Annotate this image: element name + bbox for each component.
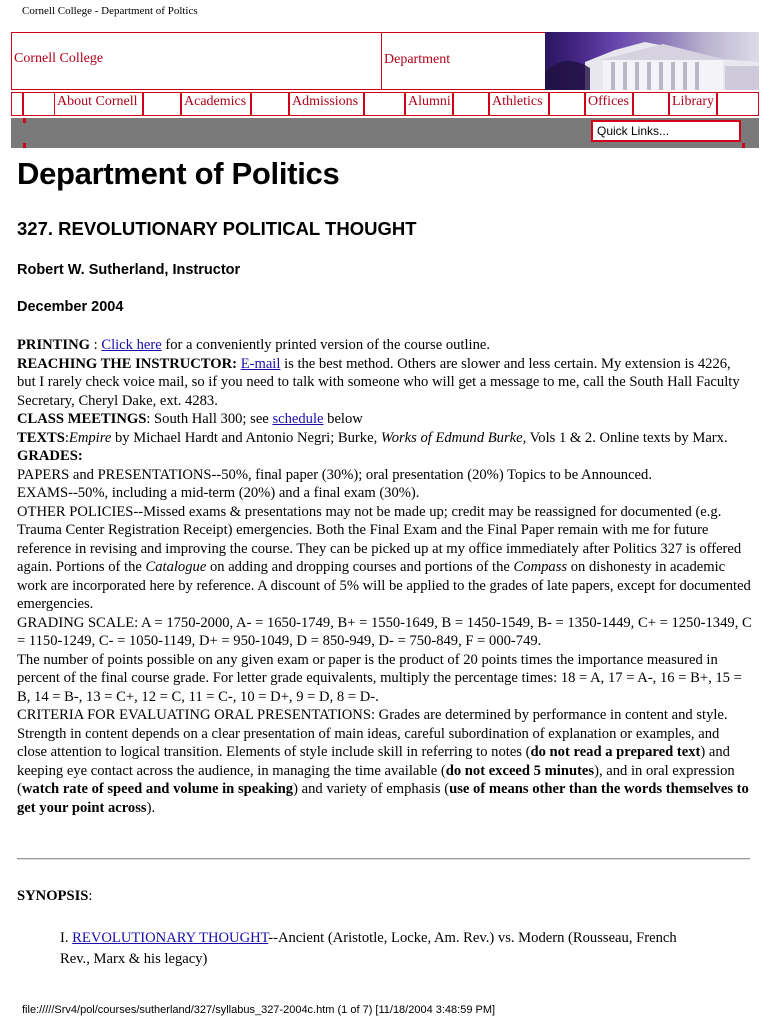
- points-paragraph: The number of points possible on any given exam or paper is the product of 20 points times the importance measured in percent of the final course grade. For letter grade equivalents, multiply the percentage times: 18 = A, 17 = A-, 16 = B+, 15 = B, 14 = B-, 13 = C+, 12 = C, 11 = C-, 10 = D+, 9 = D, 8 = D-.: [17, 651, 742, 705]
- nav-library[interactable]: Library: [669, 92, 717, 116]
- printing-label: PRINTING: [17, 337, 90, 353]
- revolutionary-thought-link[interactable]: REVOLUTIONARY THOUGHT: [72, 930, 269, 946]
- criteria-text-5: ).: [146, 799, 156, 816]
- synopsis-colon: :: [88, 888, 93, 904]
- compass-title: Compass: [513, 559, 568, 575]
- main-content: [17, 150, 752, 817]
- reaching-label: REACHING THE INSTRUCTOR:: [17, 355, 238, 372]
- grades-colon: :: [77, 448, 83, 464]
- synopsis-heading: [17, 888, 92, 905]
- college-link[interactable]: Cornell College: [14, 51, 104, 66]
- criteria-bold-4: use of means other than the words themselves to get your point across: [17, 781, 749, 816]
- policies-text-1: OTHER POLICIES--Missed exams & presentations may not be made up; credit may be reassigned for documented (e.g. Trauma Center Registration Receipt) emergencies. Both the Final Exam and the Final Paper remain with me for future reference in revising and improving the course. They can be picked up at my office immediately after Politics 327 is offered again. Portions of the: [17, 503, 742, 575]
- criteria-text-3: ), and in oral expression (: [17, 762, 735, 797]
- criteria-text-2: ) and keeping eye contact across the audience, in managing the time available (: [17, 744, 730, 779]
- printing-text: for a conveniently printed version of the course outline.: [161, 337, 490, 353]
- catalogue-title: Catalogue: [145, 559, 207, 575]
- grades-paragraph: [17, 447, 752, 466]
- texts-text-2: Vols 1 & 2. Online texts by Marx.: [526, 429, 728, 446]
- reaching-text: is the best method. Others are slower and less certain. My extension is 4226, but I rarely check voice mail, so if you need to talk with someone who will get a message to me, call the South Hall Faculty Secretary, Cheryl Dake, ext. 4283.: [17, 355, 740, 409]
- bar-corner-br: [742, 143, 745, 148]
- policies-text-3: on dishonesty in academic work are incorporated here by reference. A discount of 5% will be applied to the grades of late papers, except for documented emergencies.: [17, 559, 751, 612]
- building-illustration: [545, 32, 759, 90]
- meetings-label: CLASS MEETINGS: [17, 411, 147, 427]
- policies-text-2: on adding and dropping courses and portions of the: [206, 559, 514, 575]
- nav-gap-4: [453, 92, 489, 116]
- college-cell: [11, 32, 382, 90]
- campus-building-photo: [545, 32, 759, 90]
- bar-corner-bl: [23, 143, 26, 148]
- nav-gap-1: [143, 92, 181, 116]
- schedule-link[interactable]: schedule: [272, 411, 324, 427]
- criteria-text-4: ) and variety of emphasis (: [293, 781, 450, 797]
- printing-link[interactable]: Click here: [101, 337, 162, 353]
- nav-athletics[interactable]: Athletics: [489, 92, 549, 116]
- grading-scale: GRADING SCALE: A = 1750-2000, A- = 1650-1749, B+ = 1550-1649, B = 1450-1549, B- = 1350-1449, C+ = 1250-1349, C = 1150-1249, C- = 1050-1149, D+ = 950-1049, D = 850-949, D- = 750-849, F = 000-749.: [17, 614, 752, 649]
- date-line: December 2004: [17, 299, 124, 315]
- synopsis-label: SYNOPSIS: [17, 888, 89, 904]
- criteria-bold-1: do not read a prepared text: [530, 744, 701, 760]
- texts-label: TEXTS: [17, 429, 65, 446]
- nav-about-cornell[interactable]: About Cornell: [54, 92, 144, 116]
- bar-corner-tl: [23, 118, 26, 123]
- course-title: 327. REVOLUTIONARY POLITICAL THOUGHT: [17, 218, 417, 239]
- texts-sep: :: [64, 429, 69, 446]
- synopsis-item-prefix: I.: [60, 930, 73, 946]
- page-title: Department of Politics: [17, 156, 340, 191]
- synopsis-item: [60, 928, 710, 970]
- meetings-text-2: below: [323, 411, 363, 427]
- department-link[interactable]: Department: [384, 52, 451, 67]
- texts-text-1: by Michael Hardt and Antonio Negri; Burke,: [111, 429, 381, 446]
- synopsis-item-text: --Ancient (Aristotle, Locke, Am. Rev.) vs. Modern (Rousseau, French Rev., Marx & his legacy): [60, 930, 677, 967]
- print-footer: file://///Srv4/pol/courses/sutherland/327/syllabus_327-2004c.htm (1 of 7) [11/18/2004 3:48:59 PM]: [22, 1004, 496, 1016]
- criteria-text-1: CRITERIA FOR EVALUATING ORAL PRESENTATIONS: Grades are determined by performance in content and style. Strength in content depends on a clear presentation of main ideas, careful subordination of explanation or examples, and close attention to logical transition. Elements of style include skill in referring to notes (: [17, 707, 728, 760]
- department-cell: [381, 32, 546, 90]
- meetings-text: : South Hall 300; see: [146, 411, 273, 427]
- nav-gap-3: [364, 92, 405, 116]
- email-link[interactable]: E-mail: [240, 355, 281, 372]
- criteria-bold-3: watch rate of speed and volume in speaking: [21, 781, 294, 797]
- empire-title: Empire: [68, 429, 112, 446]
- nav-gap-6: [633, 92, 669, 116]
- burke-title: Works of Edmund Burke,: [380, 429, 527, 446]
- exams-line: EXAMS--50%, including a mid-term (20%) and a final exam (30%).: [17, 485, 420, 501]
- meetings-paragraph: [17, 410, 752, 429]
- grades-label: GRADES: [17, 448, 78, 464]
- criteria-bold-2: do not exceed 5 minutes: [445, 762, 595, 779]
- instructor-line: Robert W. Sutherland, Instructor: [17, 262, 241, 278]
- nav-alumni[interactable]: Alumni: [405, 92, 453, 116]
- printing-paragraph: [17, 336, 752, 355]
- printing-sep: :: [89, 337, 102, 353]
- nav-spacer-left: [11, 92, 23, 116]
- texts-paragraph: [17, 429, 752, 448]
- site-banner: [11, 32, 759, 148]
- section-divider: [17, 858, 750, 860]
- nav-gap-5: [549, 92, 585, 116]
- nav-admissions[interactable]: Admissions: [289, 92, 364, 116]
- course-outline: [17, 336, 752, 817]
- nav-gap-2: [251, 92, 289, 116]
- print-header: Cornell College - Department of Poltics: [22, 5, 198, 17]
- papers-line: PAPERS and PRESENTATIONS--50%, final paper (30%); oral presentation (20%) Topics to be Announced.: [17, 466, 652, 483]
- criteria-paragraph: [17, 706, 752, 817]
- quick-links-select[interactable]: Quick Links...: [591, 120, 741, 142]
- nav-spacer-right: [717, 92, 759, 116]
- nav-academics[interactable]: Academics: [181, 92, 251, 116]
- policies-paragraph: [17, 503, 752, 614]
- reaching-paragraph: [17, 355, 752, 411]
- nav-offices[interactable]: Offices: [585, 92, 633, 116]
